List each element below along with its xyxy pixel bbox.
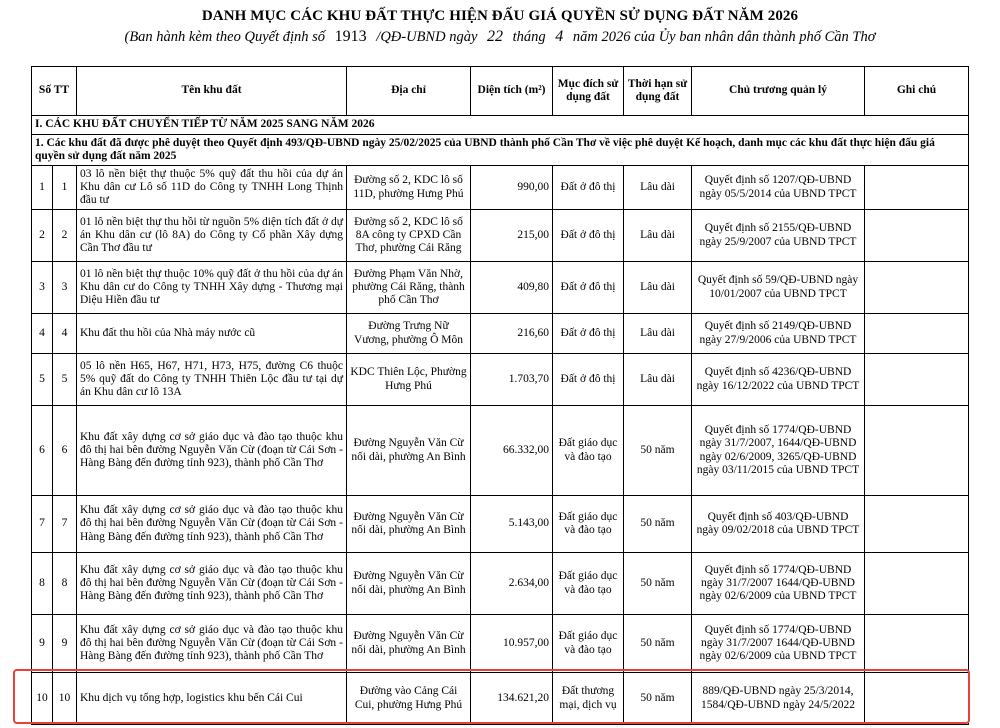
policy-cell-text: Quyết định số 1774/QĐ-UBND ngày 31/7/2007 1644/QĐ-UBND ngày 02/6/2009 của UBND TPCT (699, 563, 857, 603)
note-cell (865, 166, 969, 210)
row-number-cell-text: 6 (61, 443, 68, 456)
row-number-cell (53, 166, 77, 210)
row-index-cell (32, 553, 53, 615)
document-title: DANH MỤC CÁC KHU ĐẤT THỰC HIỆN ĐẤU GIÁ QUYỀN SỬ DỤNG ĐẤT NĂM 2026 (201, 8, 799, 24)
subtitle-suffix: năm 2026 của Ủy ban nhân dân thành phố Cần Thơ (572, 29, 876, 45)
land-name-cell (77, 314, 347, 354)
section-heading: I. CÁC KHU ĐẤT CHUYỂN TIẾP TỪ NĂM 2025 SANG NĂM 2026 (32, 116, 969, 135)
purpose-cell (553, 553, 624, 615)
term-cell (624, 615, 692, 673)
header-purpose: Mục đích sử dụng đất (553, 67, 624, 116)
policy-cell-text: Quyết định số 403/QĐ-UBND ngày 09/02/2018 của UBND TPCT (696, 510, 860, 536)
address-cell-text: KDC Thiên Lộc, Phường Hưng Phú (350, 366, 467, 392)
policy-cell-text: Quyết định số 4236/QĐ-UBND ngày 16/12/2022 của UBND TPCT (696, 366, 860, 392)
term-cell (624, 673, 692, 725)
row-number-cell (53, 314, 77, 354)
table-row (32, 166, 969, 210)
land-name-cell (77, 406, 347, 496)
area-cell-text: 216,60 (517, 326, 549, 339)
purpose-cell (553, 406, 624, 496)
term-cell (624, 210, 692, 262)
header-note: Ghi chú (865, 67, 969, 116)
note-cell (865, 210, 969, 262)
header-area: Diện tích (m²) (471, 67, 553, 116)
note-cell (865, 673, 969, 725)
area-cell-text: 2.634,00 (508, 576, 549, 589)
land-name-cell (77, 673, 347, 725)
land-name-cell-text: 01 lô nền biệt thự thu hồi từ nguồn 5% diện tích đất ở dự án Khu dân cư (lô 8A) do Công ty Cổ phần Xây dựng Cần Thơ đầu tư (80, 215, 343, 255)
term-cell (624, 314, 692, 354)
address-cell (347, 496, 471, 553)
address-cell-text: Đường số 2, KDC lô số 11D, phường Hưng Phú (353, 174, 464, 200)
row-number-cell-text: 2 (61, 228, 68, 241)
row-number-cell (53, 262, 77, 314)
term-cell-text: 50 năm (640, 443, 675, 456)
table-row (32, 615, 969, 673)
header-address: Địa chỉ (347, 67, 471, 116)
purpose-cell (553, 262, 624, 314)
area-cell (471, 615, 553, 673)
table-row (32, 210, 969, 262)
policy-cell (692, 262, 865, 314)
row-number-cell (53, 553, 77, 615)
row-number-cell-text: 4 (61, 326, 68, 339)
term-cell-text: Lâu dài (640, 228, 675, 241)
land-name-cell-text: 05 lô nền H65, H67, H71, H73, H75, đường C6 thuộc 5% quỹ đất do Công ty TNHH Thiên Lộc đầu tư tại dự án Khu dân cư lô 13A (80, 359, 343, 399)
policy-cell-text: 889/QĐ-UBND ngày 25/3/2014, 1584/QĐ-UBND ngày 24/5/2022 (701, 685, 855, 711)
header-policy: Chủ trương quản lý (692, 67, 865, 116)
row-index-cell (32, 354, 53, 406)
land-name-cell-text: Khu dịch vụ tổng hợp, logistics khu bến Cái Cui (80, 691, 303, 704)
term-cell-text: 50 năm (640, 576, 675, 589)
term-cell (624, 166, 692, 210)
table-row (32, 673, 969, 725)
address-cell-text: Đường Phạm Văn Nhờ, phường Cái Răng, thành phố Cần Thơ (352, 267, 465, 307)
policy-cell (692, 615, 865, 673)
purpose-cell (553, 314, 624, 354)
term-cell-text: 50 năm (640, 517, 675, 530)
term-cell (624, 496, 692, 553)
row-index-cell-text: 9 (39, 636, 45, 649)
area-cell-text: 5.143,00 (508, 517, 549, 530)
land-name-cell-text: Khu đất xây dựng cơ sở giáo dục và đào tạo thuộc khu đô thị hai bên đường Nguyễn Văn Cừ (đoạn từ Cái Sơn - Hàng Bàng đến đường tỉnh 923), thành phố Cần Thơ (80, 430, 343, 470)
area-cell-text: 134.621,20 (497, 691, 549, 704)
land-name-cell (77, 166, 347, 210)
subtitle-mid2: tháng (512, 29, 546, 45)
policy-cell-text: Quyết định số 2149/QĐ-UBND ngày 27/9/2006 của UBND TPCT (699, 320, 857, 346)
term-cell (624, 262, 692, 314)
row-index-cell (32, 615, 53, 673)
decision-day: 22 (487, 28, 504, 45)
row-index-cell-text: 1 (39, 180, 45, 193)
header-row (32, 67, 969, 116)
purpose-cell (553, 615, 624, 673)
row-number-cell-text: 7 (61, 517, 68, 530)
note-cell (865, 406, 969, 496)
purpose-cell-text: Đất giáo dục và đào tạo (558, 437, 618, 463)
table-row (32, 262, 969, 314)
row-index-cell-text: 8 (39, 576, 45, 589)
land-name-cell-text: Khu đất xây dựng cơ sở giáo dục và đào tạo thuộc khu đô thị hai bên đường Nguyễn Văn Cừ (đoạn từ Cái Sơn - Hàng Bàng đến đường tỉnh 923), thành phố Cần Thơ (80, 623, 343, 663)
policy-cell (692, 314, 865, 354)
row-index-cell (32, 166, 53, 210)
purpose-cell-text: Đất ở đô thị (560, 180, 616, 193)
purpose-cell-text: Đất ở đô thị (560, 326, 616, 339)
policy-cell-text: Quyết định số 59/QĐ-UBND ngày 10/01/2007 của UBND TPCT (697, 274, 859, 300)
row-number-cell (53, 673, 77, 725)
purpose-cell-text: Đất thương mại, dịch vụ (559, 685, 617, 711)
row-number-cell (53, 354, 77, 406)
land-name-cell (77, 496, 347, 553)
purpose-cell-text: Đất giáo dục và đào tạo (558, 570, 618, 596)
purpose-cell-text: Đất ở đô thị (560, 372, 616, 385)
policy-cell (692, 496, 865, 553)
purpose-cell (553, 354, 624, 406)
row-index-cell-text: 5 (39, 372, 45, 385)
policy-cell (692, 210, 865, 262)
header-stt: Số TT (32, 67, 77, 116)
address-cell (347, 166, 471, 210)
land-name-cell (77, 210, 347, 262)
row-number-cell (53, 615, 77, 673)
row-index-cell (32, 406, 53, 496)
policy-cell (692, 166, 865, 210)
table-row (32, 406, 969, 496)
land-name-cell (77, 262, 347, 314)
document-subtitle (0, 28, 1000, 46)
row-index-cell (32, 314, 53, 354)
row-index-cell (32, 262, 53, 314)
address-cell (347, 262, 471, 314)
term-cell-text: Lâu dài (640, 180, 675, 193)
row-index-cell (32, 210, 53, 262)
land-plot-table (31, 66, 969, 725)
purpose-cell (553, 210, 624, 262)
address-cell (347, 673, 471, 725)
area-cell (471, 496, 553, 553)
policy-cell (692, 673, 865, 725)
purpose-cell-text: Đất giáo dục và đào tạo (558, 630, 618, 656)
term-cell-text: 50 năm (640, 636, 675, 649)
address-cell-text: Đường Nguyễn Văn Cừ nối dài, phường An Bình (351, 630, 466, 656)
row-number-cell-text: 3 (61, 280, 68, 293)
land-name-cell-text: 01 lô nền biệt thự thuộc 10% quỹ đất ở thu hồi của dự án Khu dân cư do Công ty TNHH Xây dựng - Thương mại Diệu Hiền đầu tư (80, 267, 343, 307)
address-cell-text: Đường Nguyễn Văn Cừ nối dài, phường An Bình (351, 570, 466, 596)
term-cell (624, 406, 692, 496)
row-number-cell (53, 496, 77, 553)
address-cell-text: Đường số 2, KDC lô số 8A công ty CPXD Cần Thơ, phường Cái Răng (354, 215, 463, 255)
decision-month: 4 (555, 28, 564, 45)
land-name-cell (77, 615, 347, 673)
area-cell-text: 1.703,70 (508, 372, 549, 385)
purpose-cell-text: Đất ở đô thị (560, 228, 616, 241)
decision-number: 1913 (334, 28, 367, 45)
address-cell-text: Đường Nguyễn Văn Cừ nối dài, phường An Bình (351, 437, 466, 463)
row-number-cell-text: 10 (58, 691, 71, 704)
purpose-cell (553, 496, 624, 553)
address-cell (347, 553, 471, 615)
address-cell-text: Đường Trưng Nữ Vương, phường Ô Môn (354, 320, 463, 346)
area-cell-text: 990,00 (517, 180, 549, 193)
policy-cell-text: Quyết định số 1207/QĐ-UBND ngày 05/5/2014 của UBND TPCT (699, 174, 857, 200)
header-name: Tên khu đất (77, 67, 347, 116)
term-cell-text: 50 năm (640, 691, 675, 704)
table-row (32, 314, 969, 354)
area-cell (471, 673, 553, 725)
row-number-cell (53, 210, 77, 262)
purpose-cell-text: Đất ở đô thị (560, 280, 616, 293)
policy-cell (692, 406, 865, 496)
note-cell (865, 314, 969, 354)
table-row (32, 354, 969, 406)
address-cell (347, 210, 471, 262)
land-name-cell (77, 553, 347, 615)
purpose-cell-text: Đất giáo dục và đào tạo (558, 510, 618, 536)
table-row (32, 553, 969, 615)
address-cell (347, 406, 471, 496)
term-cell-text: Lâu dài (640, 326, 675, 339)
land-name-cell-text: 03 lô nền biệt thự thuộc 5% quỹ đất thu hồi của dự án Khu dân cư Lô số 11D do Công ty TNHH Long Thịnh đầu tư (80, 167, 343, 207)
subsection-heading: 1. Các khu đất đã được phê duyệt theo Quyết định 493/QĐ-UBND ngày 25/02/2025 của UBND thành phố Cần Thơ về việc phê duyệt Kế hoạch, danh mục các khu đất thực hiện đấu giá quyền sử dụng đất năm 2025 (32, 135, 969, 166)
area-cell (471, 553, 553, 615)
area-cell (471, 262, 553, 314)
area-cell-text: 215,00 (517, 228, 549, 241)
term-cell (624, 553, 692, 615)
land-name-cell-text: Khu đất thu hồi của Nhà máy nước cũ (80, 326, 256, 339)
row-index-cell (32, 673, 53, 725)
row-index-cell-text: 2 (39, 228, 45, 241)
row-number-cell-text: 1 (61, 180, 68, 193)
address-cell-text: Đường vào Cảng Cái Cui, phường Hưng Phú (354, 685, 463, 711)
note-cell (865, 354, 969, 406)
policy-cell-text: Quyết định số 1774/QĐ-UBND ngày 31/7/2007 1644/QĐ-UBND ngày 02/6/2009 của UBND TPCT (699, 623, 857, 663)
area-cell (471, 210, 553, 262)
table-row (32, 496, 969, 553)
land-name-cell-text: Khu đất xây dựng cơ sở giáo dục và đào tạo thuộc khu đô thị hai bên đường Nguyễn Văn Cừ (đoạn từ Cái Sơn - Hàng Bàng đến đường tỉnh 923), thành phố Cần Thơ (80, 563, 343, 603)
area-cell (471, 314, 553, 354)
section-row (32, 116, 969, 135)
area-cell (471, 406, 553, 496)
term-cell-text: Lâu dài (640, 280, 675, 293)
row-index-cell-text: 10 (36, 691, 48, 704)
note-cell (865, 262, 969, 314)
address-cell-text: Đường Nguyễn Văn Cừ nối dài, phường An Bình (351, 510, 466, 536)
purpose-cell (553, 166, 624, 210)
address-cell (347, 314, 471, 354)
row-number-cell-text: 9 (61, 636, 68, 649)
row-index-cell-text: 4 (39, 326, 45, 339)
policy-cell (692, 354, 865, 406)
row-number-cell (53, 406, 77, 496)
row-index-cell (32, 496, 53, 553)
subsection-row (32, 135, 969, 166)
policy-cell-text: Quyết định số 2155/QĐ-UBND ngày 25/9/2007 của UBND TPCT (699, 222, 857, 248)
header-term: Thời hạn sử dụng đất (624, 67, 692, 116)
row-index-cell-text: 3 (39, 280, 45, 293)
note-cell (865, 496, 969, 553)
area-cell (471, 354, 553, 406)
address-cell (347, 354, 471, 406)
policy-cell (692, 553, 865, 615)
subtitle-mid1: /QĐ-UBND ngày (376, 29, 478, 45)
subtitle-prefix: (Ban hành kèm theo Quyết định số (124, 29, 326, 45)
row-number-cell-text: 8 (61, 576, 68, 589)
purpose-cell (553, 673, 624, 725)
address-cell (347, 615, 471, 673)
area-cell-text: 10.957,00 (503, 636, 549, 649)
row-index-cell-text: 7 (39, 517, 45, 530)
term-cell (624, 354, 692, 406)
area-cell (471, 166, 553, 210)
note-cell (865, 615, 969, 673)
policy-cell-text: Quyết định số 1774/QĐ-UBND ngày 31/7/2007, 1644/QĐ-UBND ngày 02/6/2009, 3265/QĐ-UBND ngày 03/11/2015 của UBND TPCT (696, 424, 860, 476)
area-cell-text: 66.332,00 (503, 443, 549, 456)
term-cell-text: Lâu dài (640, 372, 675, 385)
note-cell (865, 553, 969, 615)
row-index-cell-text: 6 (39, 443, 45, 456)
land-name-cell-text: Khu đất xây dựng cơ sở giáo dục và đào tạo thuộc khu đô thị hai bên đường Nguyễn Văn Cừ (đoạn từ Cái Sơn - Hàng Bàng đến đường tỉnh 923), thành phố Cần Thơ (80, 504, 343, 543)
area-cell-text: 409,80 (517, 280, 549, 293)
row-number-cell-text: 5 (61, 372, 68, 385)
land-name-cell (77, 354, 347, 406)
